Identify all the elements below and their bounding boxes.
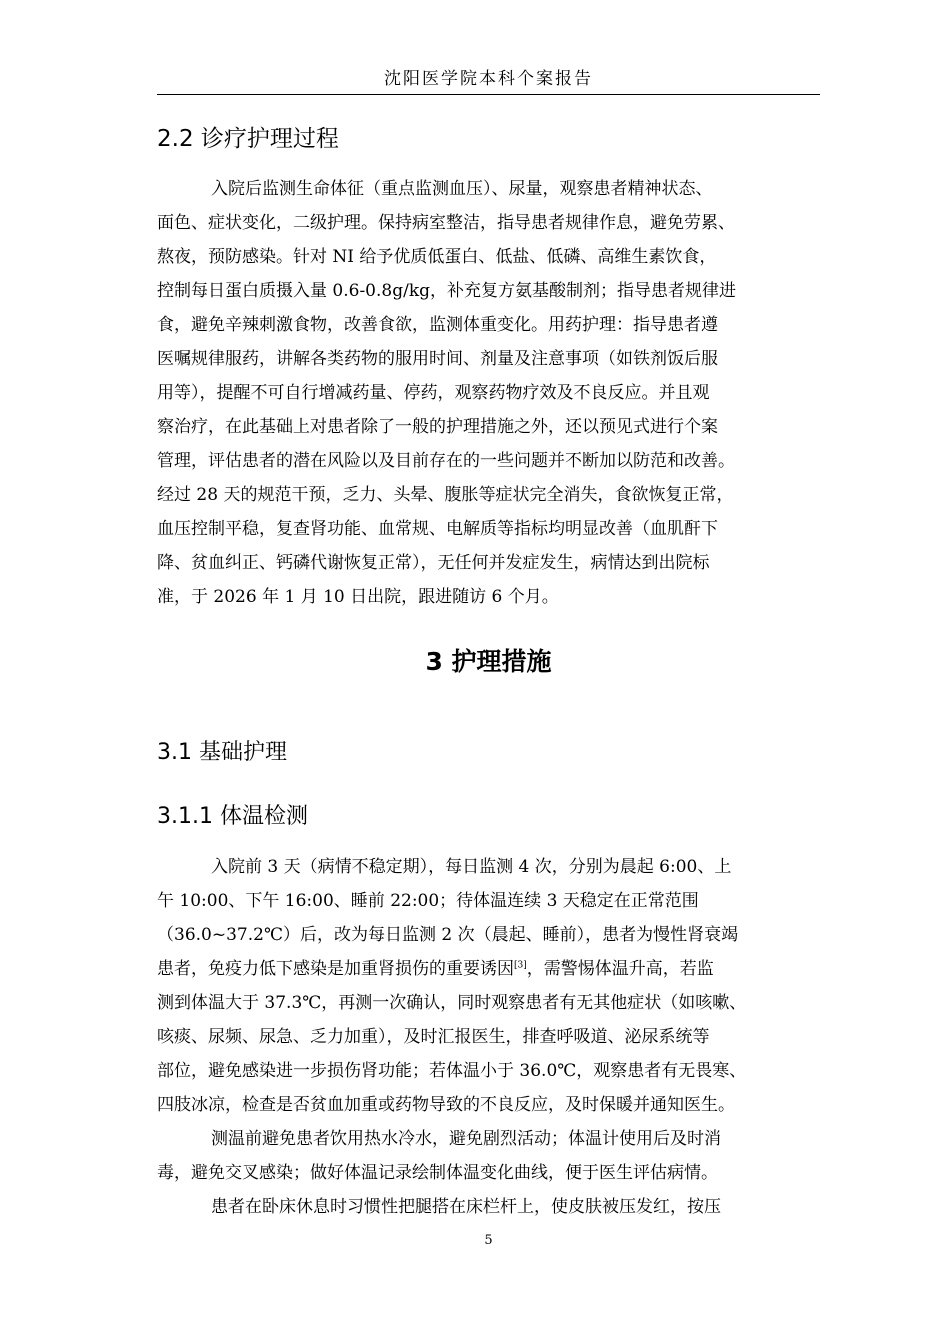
paragraph-line: 测到体温大于 37.3℃，再测一次确认，同时观察患者有无其他症状（如咳嗽、 <box>157 993 747 1013</box>
paragraph-line: 医嘱规律服药，讲解各类药物的服用时间、剂量及注意事项（如铁剂饭后服 <box>157 349 718 369</box>
paragraph-temperature-monitoring <box>157 850 820 1224</box>
paragraph-line: 咳痰、尿频、尿急、乏力加重），及时汇报医生，排查呼吸道、泌尿系统等 <box>157 1027 710 1047</box>
paragraph-line: （36.0~37.2℃）后，改为每日监测 2 次（晨起、睡前），患者为慢性肾衰竭 <box>157 925 739 945</box>
header-divider <box>157 94 820 95</box>
paragraph-line: 部位，避免感染进一步损伤肾功能；若体温小于 36.0℃，观察患者有无畏寒、 <box>157 1061 747 1081</box>
paragraph-line: 入院前 3 天（病情不稳定期），每日监测 4 次，分别为晨起 6:00、上 <box>211 857 732 877</box>
paragraph-line: 察治疗，在此基础上对患者除了一般的护理措施之外，还以预见式进行个案 <box>157 417 718 437</box>
paragraph-line: 毒，避免交叉感染；做好体温记录绘制体温变化曲线，便于医生评估病情。 <box>157 1163 718 1183</box>
paragraph-2-2 <box>157 172 820 614</box>
paragraph-line: 管理，评估患者的潜在风险以及目前存在的一些问题并不断加以防范和改善。 <box>157 451 735 471</box>
citation-ref: [3] <box>514 960 527 971</box>
header-title: 沈阳医学院本科个案报告 <box>384 69 593 89</box>
paragraph-line: 经过 28 天的规范干预，乏力、头晕、腹胀等症状完全消失，食欲恢复正常， <box>157 485 734 505</box>
paragraph-line: 面色、症状变化，二级护理。保持病室整洁，指导患者规律作息，避免劳累、 <box>157 213 735 233</box>
paragraph-line: 测温前避免患者饮用热水冷水，避免剧烈活动；体温计使用后及时消 <box>211 1129 721 1149</box>
paragraph-line: 控制每日蛋白质摄入量 0.6-0.8g/kg，补充复方氨基酸制剂；指导患者规律进 <box>157 281 737 301</box>
line-text: ，需警惕体温升高，若监 <box>526 959 714 979</box>
paragraph-line: 午 10:00、下午 16:00、睡前 22:00；待体温连续 3 天稳定在正常范围 <box>157 891 699 911</box>
section-heading-2-2: 2.2 诊疗护理过程 <box>157 126 339 152</box>
page-number: 5 <box>484 1233 493 1248</box>
section-heading-3-1: 3.1 基础护理 <box>157 740 287 765</box>
paragraph-line: 用等），提醒不可自行增减药量、停药，观察药物疗效及不良反应。并且观 <box>157 383 710 403</box>
section-heading-3-1-1: 3.1.1 体温检测 <box>157 804 308 829</box>
paragraph-line: 准，于 2026 年 1 月 10 日出院，跟进随访 6 个月。 <box>157 587 559 607</box>
paragraph-line-with-citation <box>157 952 820 986</box>
paragraph-line: 四肢冰凉，检查是否贫血加重或药物导致的不良反应，及时保暖并通知医生。 <box>157 1095 735 1115</box>
paragraph-line: 患者在卧床休息时习惯性把腿搭在床栏杆上，使皮肤被压发红，按压 <box>211 1197 721 1217</box>
paragraph-line: 食，避免辛辣刺激食物，改善食欲，监测体重变化。用药护理：指导患者遵 <box>157 315 718 335</box>
paragraph-line: 降、贫血纠正、钙磷代谢恢复正常），无任何并发症发生，病情达到出院标 <box>157 553 710 573</box>
chapter-heading-3: 3 护理措施 <box>425 647 552 676</box>
paragraph-line: 熬夜，预防感染。针对 NI 给予优质低蛋白、低盐、低磷、高维生素饮食， <box>157 247 717 267</box>
paragraph-line: 血压控制平稳，复查肾功能、血常规、电解质等指标均明显改善（血肌酐下 <box>157 519 718 539</box>
paragraph-line: 入院后监测生命体征（重点监测血压）、尿量，观察患者精神状态、 <box>211 179 713 199</box>
line-text: 患者，免疫力低下感染是加重肾损伤的重要诱因 <box>157 959 514 979</box>
